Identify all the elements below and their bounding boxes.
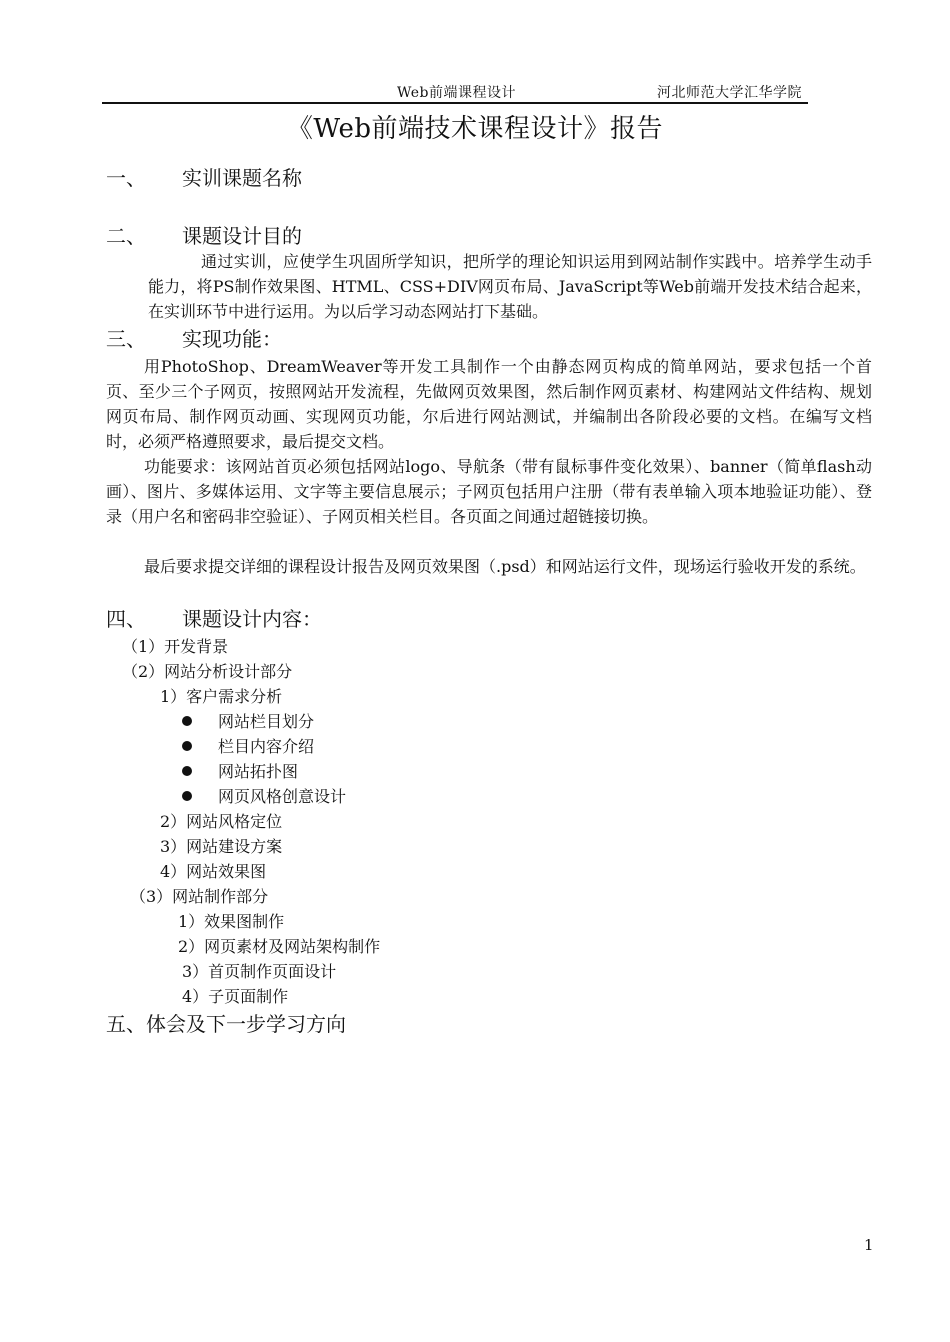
section-5-heading: 五、体会及下一步学习方向 — [106, 1012, 346, 1036]
section-1-heading — [106, 162, 302, 191]
outline-item: 1）客户需求分析 — [160, 687, 283, 706]
page-header — [102, 80, 808, 104]
outline-item: 1）效果图制作 — [178, 912, 285, 931]
report-title: 《Web前端技术课程设计》报告 — [286, 114, 664, 144]
section-2-number: 二、 — [106, 224, 146, 248]
outline-item: 网站拓扑图 — [218, 762, 299, 781]
outline-item: （1）开发背景 — [122, 637, 229, 656]
section-3-number: 三、 — [106, 327, 146, 351]
section-3-paragraph-2: 功能要求：该网站首页必须包括网站logo、导航条（带有鼠标事件变化效果）、banner（简单flash动画）、图片、多媒体运用、文字等主要信息展示；子网页包括用户注册（带有表单输入项本地验证功能）、登录（用户名和密码非空验证）、子网页相关栏目。各页面之间通过超链接切换。 — [106, 457, 872, 526]
section-2-body: 通过实训，应使学生巩固所学知识，把所学的理论知识运用到网站制作实践中。培养学生动手能力，将PS制作效果图、HTML、CSS+DIV网页布局、JavaScript等Web前端开发技术结合起来，在实训环节中进行运用。为以后学习动态网站打下基础。 — [148, 252, 872, 321]
outline-bullet-item — [182, 784, 346, 807]
outline-bullet-item — [182, 759, 298, 782]
outline-item: （3）网站制作部分 — [130, 887, 269, 906]
header-course: Web前端课程设计 — [397, 85, 516, 101]
bullet-icon — [182, 791, 192, 801]
outline-bullet-item — [182, 709, 314, 732]
outline-item: （2）网站分析设计部分 — [122, 662, 293, 681]
section-3-paragraph-3: 最后要求提交详细的课程设计报告及网页效果图（.psd）和网站运行文件，现场运行验收开发的系统。 — [144, 557, 866, 576]
outline-bullet-item — [182, 734, 314, 757]
section-4-title: 课题设计内容： — [182, 607, 322, 631]
outline-item: 3）网站建设方案 — [160, 837, 283, 856]
section-2-title: 课题设计目的 — [182, 224, 302, 248]
bullet-icon — [182, 766, 192, 776]
outline-item: 3）首页制作页面设计 — [182, 962, 337, 981]
section-3-title: 实现功能： — [182, 327, 282, 351]
outline-item: 网页风格创意设计 — [218, 787, 347, 806]
outline-item: 2）网站风格定位 — [160, 812, 283, 831]
section-3-paragraph-1: 用PhotoShop、DreamWeaver等开发工具制作一个由静态网页构成的简单网站，要求包括一个首页、至少三个子网页，按照网站开发流程，先做网页效果图，然后制作网页素材、构建网站文件结构、规划网页布局、制作网页动画、实现网页功能，尔后进行网站测试，并编制出各阶段必要的文档。在编写文档时，必须严格遵照要求，最后提交文档。 — [106, 357, 872, 451]
bullet-icon — [182, 741, 192, 751]
bullet-icon — [182, 716, 192, 726]
section-1-number: 一、 — [106, 166, 146, 190]
outline-item: 栏目内容介绍 — [218, 737, 315, 756]
page-number: 1 — [864, 1236, 874, 1254]
section-2-heading — [106, 220, 302, 249]
section-4-number: 四、 — [106, 607, 146, 631]
outline-item: 2）网页素材及网站架构制作 — [178, 937, 381, 956]
section-3-heading — [106, 323, 282, 352]
section-4-heading — [106, 603, 322, 632]
section-1-title: 实训课题名称 — [182, 166, 302, 190]
outline-item: 网站栏目划分 — [218, 712, 315, 731]
outline-item: 4）子页面制作 — [182, 987, 289, 1006]
header-school: 河北师范大学汇华学院 — [657, 85, 802, 101]
outline-item: 4）网站效果图 — [160, 862, 267, 881]
